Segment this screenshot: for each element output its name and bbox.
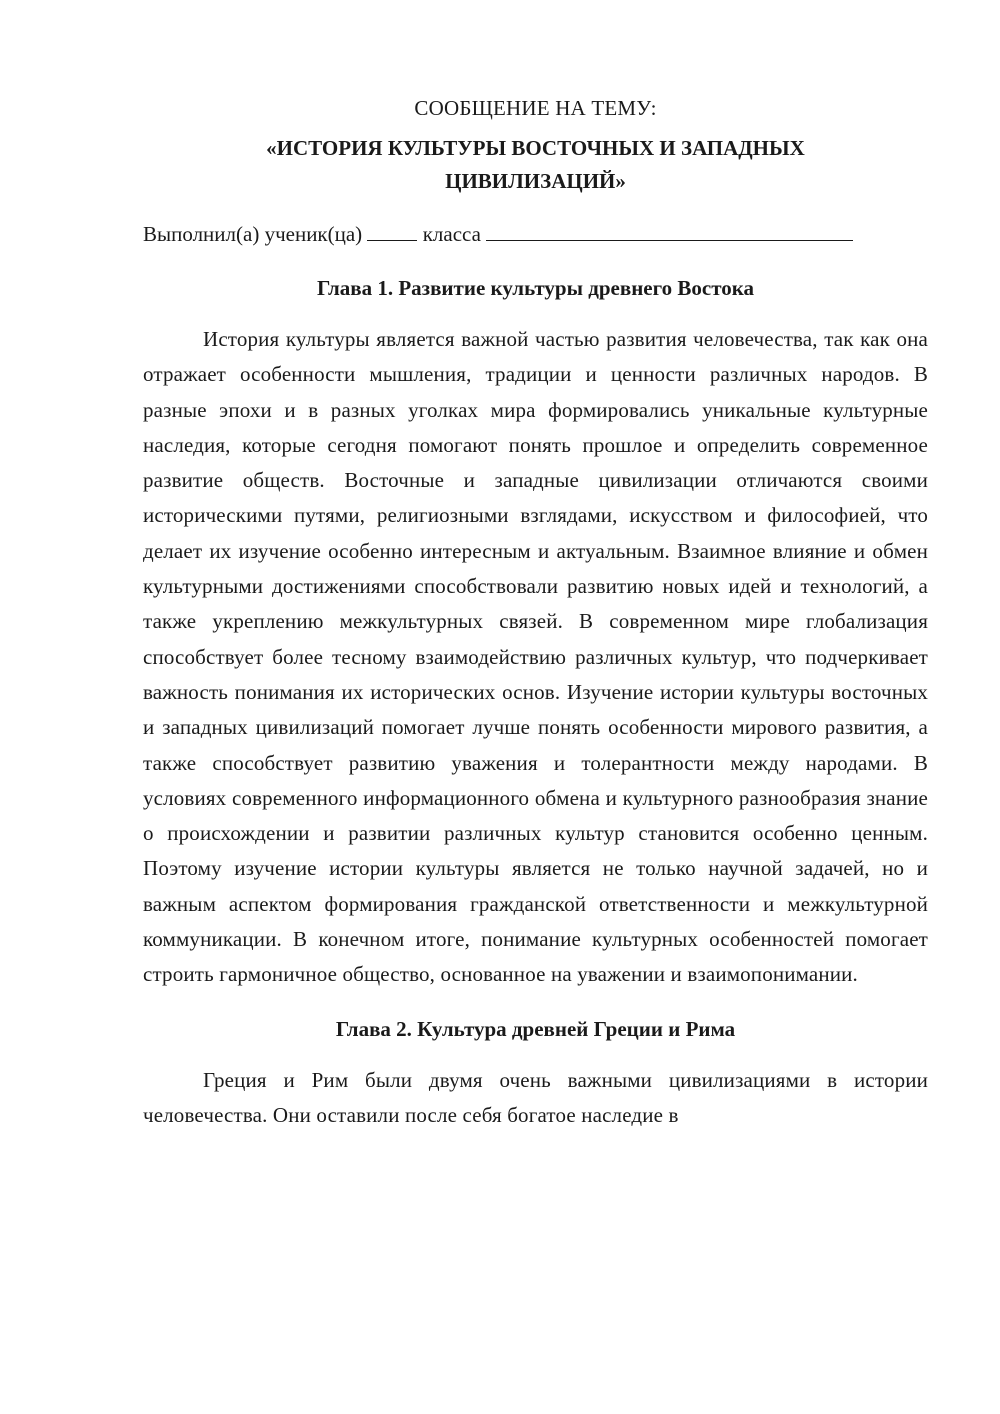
class-number-blank bbox=[367, 220, 417, 241]
document-title: «ИСТОРИЯ КУЛЬТУРЫ ВОСТОЧНЫХ И ЗАПАДНЫХ ЦИВИЛИЗАЦИЙ» bbox=[266, 136, 805, 193]
student-info-line bbox=[143, 218, 928, 250]
class-label: класса bbox=[422, 222, 481, 246]
student-name-blank bbox=[486, 220, 853, 241]
chapter-2-heading: Глава 2. Культура древней Греции и Рима bbox=[335, 1016, 736, 1041]
chapter-1-heading: Глава 1. Развитие культуры древнего Востока bbox=[316, 276, 755, 300]
chapter-1-paragraph: История культуры является важной частью развития человечества, так как она отражает особенности мышления, традиции и ценности различных народов. В разные эпохи и в разных уголках мира формировались уникальные культурные наследия, которые сегодня помогают понять прошлое и определить современное развитие обществ. Восточные и западные цивилизации отличаются своими историческими путями, религиозными взглядами, искусством и философией, что делает их изучение особенно интересным и актуальным. Взаимное влияние и обмен культурными достижениями способствовали развитию новых идей и технологий, а также укреплению межкультурных связей. В современном мире глобализация способствует более тесному взаимодействию различных культур, что подчеркивает важность понимания их исторических основ. Изучение истории культуры восточных и западных цивилизаций помогает лучше понять особенности мирового развития, а также способствует развитию уважения и толерантности между народами. В условиях современного информационного обмена и культурного разнообразия знание о происхождении и развитии различных культур становится особенно ценным. Поэтому изучение истории культуры является не только научной задачей, но и важным аспектом формирования гражданской ответственности и межкультурной коммуникации. В конечном итоге, понимание культурных особенностей помогает строить гармоничное общество, основанное на уважении и взаимопонимании. bbox=[143, 327, 928, 987]
chapter-2-paragraph: Греция и Рим были двумя очень важными цивилизациями в истории человечества. Они оставили после себя богатое наследие в bbox=[143, 1067, 928, 1127]
performed-by-label: Выполнил(а) ученик(ца) bbox=[143, 222, 363, 246]
document-subject: СООБЩЕНИЕ НА ТЕМУ: bbox=[414, 96, 657, 120]
document-page bbox=[143, 92, 928, 1133]
